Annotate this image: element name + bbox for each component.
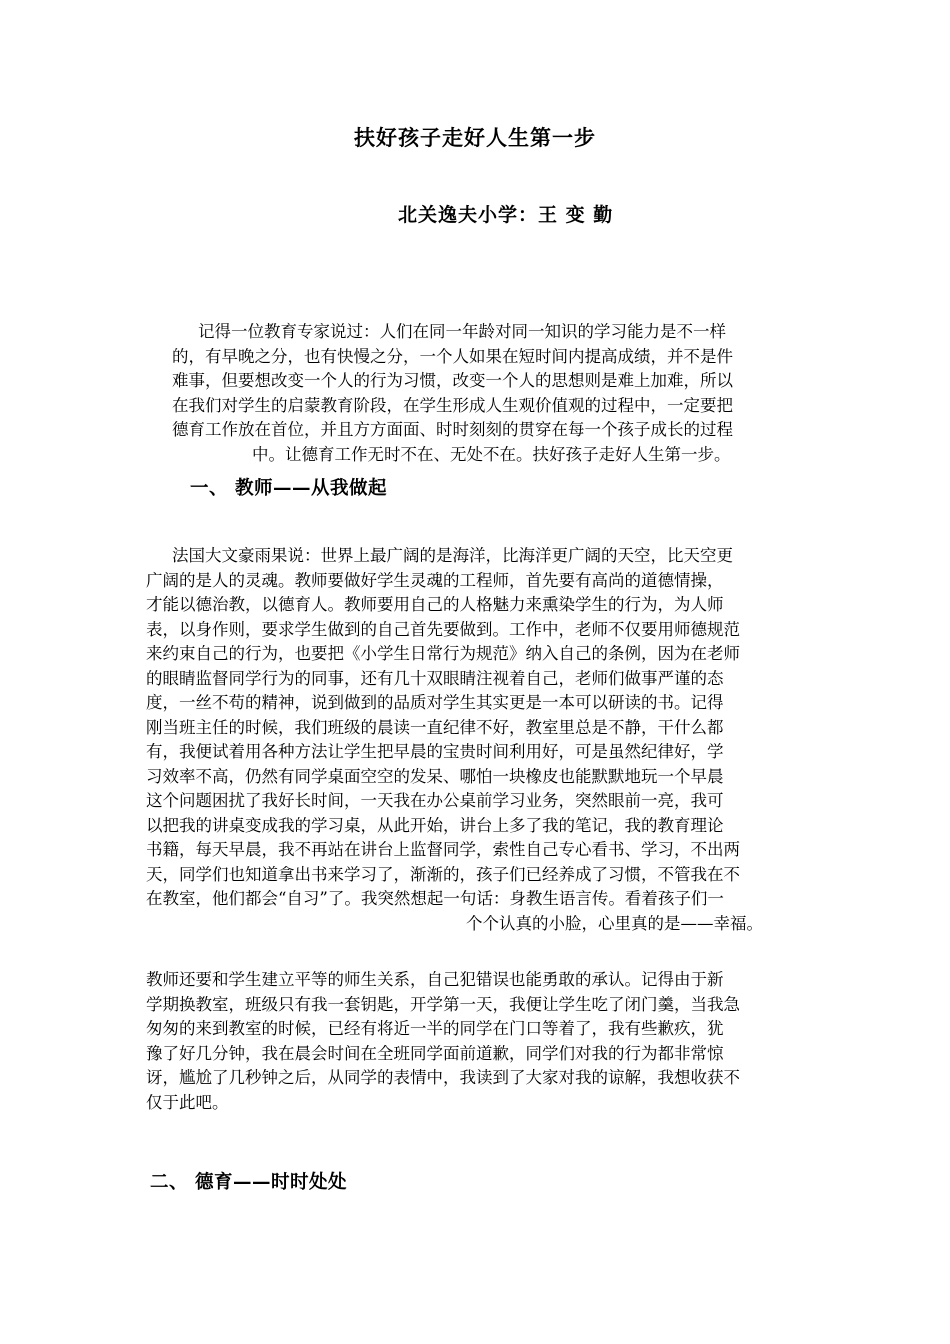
paragraph-line: 这个问题困扰了我好长时间，一天我在办公桌前学习业务，突然眼前一亮，我可 <box>146 791 724 810</box>
section-heading-1: 一、 教师——从我做起 <box>190 478 387 499</box>
paragraph-line: 个个认真的小脸，心里真的是——幸福。 <box>466 913 763 933</box>
paragraph-line: 以把我的讲桌变成我的学习桌，从此开始，讲台上多了我的笔记，我的教育理论 <box>146 815 724 835</box>
paragraph-line: 教师还要和学生建立平等的师生关系，自己犯错误也能勇敢的承认。记得由于新 <box>146 970 724 989</box>
paragraph-line: 来约束自己的行为，也要把《小学生日常行为规范》纳入自己的条例，因为在老师 <box>146 644 740 663</box>
paragraph-line: 豫了好几分钟，我在晨会时间在全班同学面前道歉，同学们对我的行为都非常惊 <box>146 1043 724 1063</box>
paragraph-line: 度，一丝不苟的精神，说到做到的品质对学生其实更是一本可以研读的书。记得 <box>146 693 724 712</box>
paragraph-line: 才能以德治教，以德育人。教师要用自己的人格魅力来熏染学生的行为，为人师 <box>146 595 724 614</box>
paragraph-line: 学期换教室，班级只有我一套钥匙，开学第一天，我便让学生吃了闭门羹，当我急 <box>146 994 740 1014</box>
intro-line: 的，有早晚之分，也有快慢之分，一个人如果在短时间内提高成绩，并不是件 <box>172 346 733 366</box>
paragraph-line: 的眼睛监督同学行为的同事，还有几十双眼睛注视着自己，老师们做事严谨的态 <box>146 668 724 688</box>
paragraph-line: 习效率不高，仍然有同学桌面空空的发呆、哪怕一块橡皮也能默默地玩一个早晨 <box>146 766 724 786</box>
paragraph-line: 仅于此吧。 <box>146 1092 229 1112</box>
paragraph-line: 广阔的是人的灵魂。教师要做好学生灵魂的工程师，首先要有高尚的道德情操， <box>146 570 724 590</box>
intro-paragraph <box>172 320 808 467</box>
document-author: 北关逸夫小学：王 变 勤 <box>398 204 614 226</box>
paragraph-line: 天，同学们也知道拿出书来学习了，渐渐的，孩子们已经养成了习惯，不管我在不 <box>146 864 740 884</box>
paragraph-line: 法国大文豪雨果说：世界上最广阔的是海洋，比海洋更广阔的天空，比天空更 <box>172 546 733 565</box>
paragraph-line: 刚当班主任的时候，我们班级的晨读一直纪律不好，教室里总是不静，干什么都 <box>146 717 724 737</box>
section1-paragraph-1 <box>146 544 810 936</box>
intro-line: 中。让德育工作无时不在、无处不在。扶好孩子走好人生第一步。 <box>252 444 731 464</box>
paragraph-line: 讶，尴尬了几秒钟之后，从同学的表情中，我读到了大家对我的谅解，我想收获不 <box>146 1068 740 1087</box>
paragraph-line: 匆匆的来到教室的时候，已经有将近一半的同学在门口等着了，我有些歉疚，犹 <box>146 1019 724 1038</box>
paragraph-line: 有，我便试着用各种方法让学生把早晨的宝贵时间利用好，可是虽然纪律好，学 <box>146 742 724 761</box>
intro-line: 德育工作放在首位，并且方方面面、时时刻刻的贯穿在每一个孩子成长的过程 <box>172 420 733 439</box>
paragraph-line: 在教室，他们都会“自习”了。我突然想起一句话：身教生语言传。看着孩子们一 <box>146 889 724 908</box>
section-heading-2: 二、 德育——时时处处 <box>150 1172 347 1193</box>
paragraph-line: 书籍，每天早晨，我不再站在讲台上监督同学，索性自己专心看书、学习，不出两 <box>146 840 740 859</box>
paragraph-line: 表，以身作则，要求学生做到的自己首先要做到。工作中，老师不仅要用师德规范 <box>146 619 740 639</box>
document-title: 扶好孩子走好人生第一步 <box>354 125 596 150</box>
section1-paragraph-2 <box>146 968 810 1115</box>
intro-line: 在我们对学生的启蒙教育阶段，在学生形成人生观价值观的过程中，一定要把 <box>172 395 733 415</box>
intro-line: 难事，但要想改变一个人的行为习惯，改变一个人的思想则是难上加难，所以 <box>172 371 733 390</box>
intro-line: 记得一位教育专家说过：人们在同一年龄对同一知识的学习能力是不一样 <box>198 322 726 341</box>
